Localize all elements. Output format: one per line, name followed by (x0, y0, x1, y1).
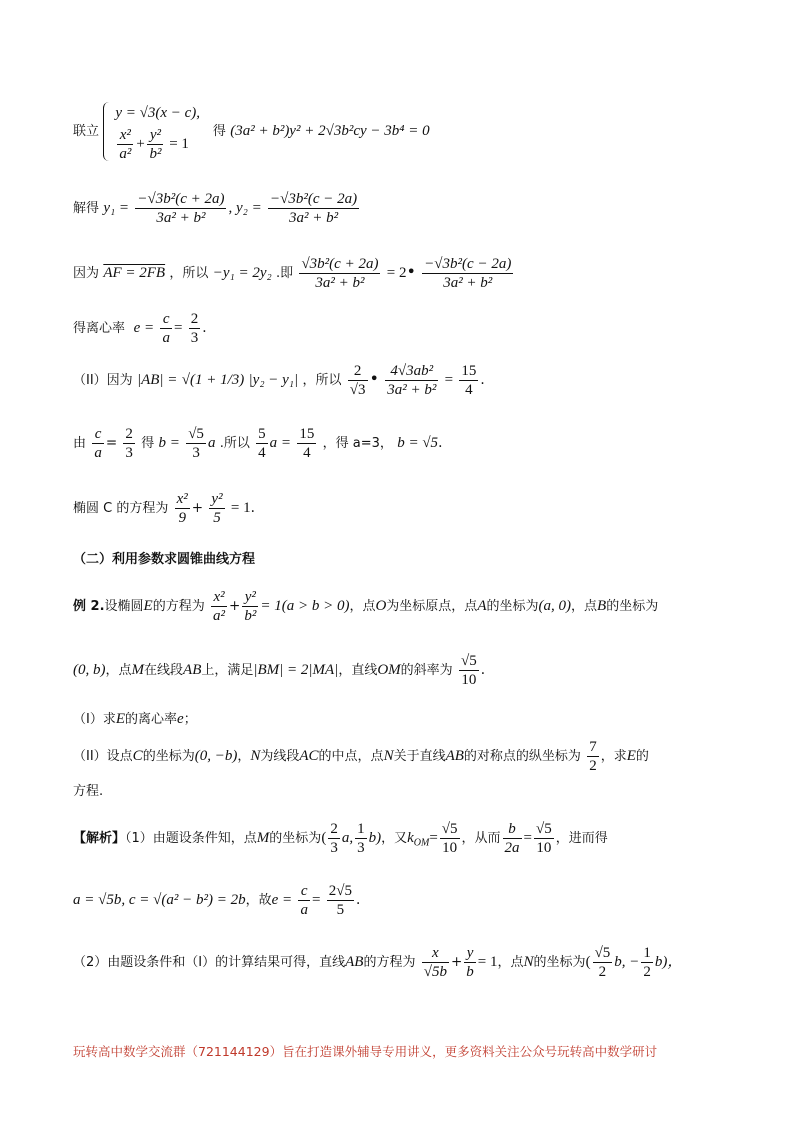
var: AB (345, 954, 364, 970)
frac-c: c (160, 310, 172, 329)
coord: (a, 0) (538, 598, 571, 614)
var: M (131, 662, 145, 678)
text-yinwei: 因为 (73, 266, 100, 281)
var-a: a (207, 435, 216, 451)
var: N (250, 748, 261, 764)
var: M (256, 830, 270, 846)
text: ，进而得 (555, 831, 608, 846)
paren: ( (585, 954, 591, 970)
equals-one: = 1 (230, 500, 251, 516)
frac-den: 2a (504, 840, 520, 856)
vector-relation: AF = 2FB (103, 265, 166, 281)
text: 的对称点的纵坐标为 (463, 749, 581, 764)
frac-den: a² (119, 146, 132, 162)
var: a, (341, 830, 354, 846)
ab-length-line: （II）因为 |AB| = √(1 + 1/3) |y₂ − y₁| ，所以 $\frac{2}{√3}$ • $\frac{\text{4√3ab²}}{\text{3a² + b²}}$ = $\frac{15}{4}$ . (73, 363, 485, 398)
text: 的坐标为 (269, 831, 322, 846)
solution-label: 【解析】 (73, 831, 126, 846)
frac-den: 2 (643, 964, 651, 980)
frac-den: 2 (589, 758, 597, 774)
label-lianli: 联立 (73, 124, 100, 139)
y1-numerator: −√3b²(c + 2a) (137, 191, 225, 207)
var: b) (368, 830, 382, 846)
solve-a-line: 由 $\frac{c}{a}$ = $\frac{2}{3}$ 得 b = $\frac{√5}{3}$ a .所以 $\frac{5}{4}$ a = $\frac{15}{4}$ ，得 a=3， b = √5. (73, 426, 443, 461)
frac-den: 3 (357, 840, 365, 856)
frac-den: √3 (349, 382, 366, 398)
frac-num: 15 (299, 426, 315, 442)
text: 为线段 (260, 749, 300, 764)
y1-denominator: 3a² + b² (156, 210, 206, 226)
var: E (115, 711, 126, 727)
text: 设椭圆 (104, 599, 144, 614)
text: ，点 (497, 955, 524, 970)
text: 的坐标为 (533, 955, 586, 970)
frac-num: 4√3ab² (385, 362, 438, 381)
frac-den: 4 (303, 445, 311, 461)
frac-den: 9 (178, 510, 186, 526)
text-de: 得 (141, 436, 155, 451)
y-relation: −y₁ = 2y₂ (212, 265, 272, 281)
text: 在线段 (144, 663, 184, 678)
equals: = (311, 892, 321, 908)
section-heading: （二）利用参数求圆锥曲线方程 (73, 552, 256, 567)
equation-system: y = √3(x − c), $\frac{\text{x²}}{\text{a²}}$ + $\frac{\text{y²}}{\text{b²}}$ = 1 (103, 100, 200, 163)
e-label: e = (271, 892, 293, 908)
text: 的斜率为 (400, 663, 453, 678)
text: 的方程为 (152, 599, 205, 614)
var: E (626, 748, 636, 764)
text: ，点 (349, 599, 376, 614)
var: C (132, 748, 143, 764)
text: 的中点，点 (318, 749, 384, 764)
equals: = (444, 372, 454, 388)
text: 的坐标为 (606, 599, 659, 614)
subscript: OM (413, 837, 430, 849)
var: N (383, 748, 394, 764)
system-line (73, 100, 430, 163)
question-2-end: 方程. (73, 784, 104, 799)
frac-num: √5 (594, 945, 611, 961)
eccentricity-line: 得离心率 e = $\frac{c}{a}$ = $\frac{2}{3}$ . (73, 311, 207, 346)
text: （II）设点 (73, 749, 133, 764)
frac-den: 10 (536, 840, 552, 856)
frac-den: 10 (461, 672, 477, 688)
frac-den: √5b (423, 964, 447, 980)
text-suoyi-3: .所以 (219, 436, 250, 451)
var: OM (377, 662, 401, 678)
text: ，点 (105, 663, 132, 678)
frac-den: 4 (465, 382, 473, 398)
ellipse-equation-line: 椭圆 C 的方程为 $\frac{\text{x²}}{9}$ + $\frac{\text{y²}}{5}$ = 1. (73, 491, 255, 526)
var: e (177, 711, 184, 727)
frac-den: a (300, 902, 308, 918)
text-ji: .即 (276, 266, 294, 281)
text-suoyi: ，所以 (169, 266, 209, 281)
frac-num: 2 (125, 426, 133, 442)
frac-2: 2 (190, 311, 199, 327)
frac-num: √5 (460, 653, 477, 669)
frac-num: √5 (441, 821, 458, 837)
example-line-2: (0, b)，点M在线段AB上，满足|BM| = 2|MA|，直线OM的斜率为 $\frac{√5}{10}$ . (73, 653, 485, 688)
paren: ( (321, 830, 327, 846)
text: （I）求 (73, 712, 116, 727)
text-ellipse-c: 椭圆 C 的方程为 (73, 501, 169, 516)
example-line-1: 例 2.设椭圆E的方程为 $\frac{\text{x²}}{\text{a²}}$ + $\frac{\text{y²}}{\text{b²}}$ = 1(a > b > 0)，点O为坐标原点，点A的坐标为(a, 0)，点B的坐标为 (73, 589, 659, 624)
frac-num: c (92, 425, 104, 444)
var: N (523, 954, 534, 970)
frac-den: 3a² + b² (387, 382, 437, 398)
frac-num: y (464, 944, 476, 963)
equation-rhs: = 1 (169, 135, 189, 152)
frac-num: √5 (188, 426, 204, 442)
text: 的坐标为 (142, 749, 195, 764)
quadratic-result: (3a² + b²)y² + 2√3b²cy − 3b⁴ = 0 (230, 123, 430, 139)
text: ，又 (381, 831, 408, 846)
a-equals: a = (269, 435, 292, 451)
text: ，直线 (338, 663, 378, 678)
example-label: 例 2. (73, 599, 105, 614)
frac-den: 4 (258, 445, 266, 461)
coord: (0, b) (73, 662, 106, 678)
text: 上，满足 (201, 663, 254, 678)
frac-denominator-1: 3a² + b² (315, 275, 365, 291)
frac-num: x (422, 944, 449, 963)
y2-label: , y₂ = (228, 200, 262, 216)
frac-den: 10 (442, 840, 458, 856)
ab-label: |AB| = (136, 372, 178, 388)
var: A (477, 598, 487, 614)
frac-den: 3 (330, 840, 338, 856)
y2-denominator: 3a² + b² (289, 210, 339, 226)
solution-line-1 (73, 820, 608, 857)
text: ，从而 (461, 831, 501, 846)
text: ，故 (245, 893, 272, 908)
frac-num: √5 (536, 821, 552, 837)
solution-line-2: a = √5b, c = √(a² − b²) = 2b，故e = $\frac{c}{a}$ = $\frac{2√5}{5}$ . (73, 883, 361, 918)
frac-num: 1 (357, 821, 365, 837)
text: ，点 (571, 599, 598, 614)
equals: = (173, 320, 183, 336)
frac-num: c (298, 882, 310, 901)
frac-den: 5 (213, 510, 221, 526)
frac-num: x² (176, 491, 188, 507)
ellipse-condition: = 1(a > b > 0) (260, 598, 350, 614)
var: k (407, 830, 414, 846)
var: B (597, 598, 607, 614)
frac-a: a (162, 330, 170, 346)
frac-num: 1 (643, 945, 651, 961)
frac-den: 3 (192, 445, 200, 461)
label-jiede: 解得 (73, 201, 100, 216)
text: ； (183, 712, 197, 727)
frac-den: a (94, 445, 102, 461)
text: 为坐标原点，点 (386, 599, 478, 614)
equation-line: y = √3(x − c), (115, 105, 201, 121)
frac-num: y² (211, 491, 223, 507)
text: 的方程为 (363, 955, 416, 970)
frac-num: 2 (348, 362, 368, 381)
var: AB (445, 748, 464, 764)
frac-num: 7 (589, 739, 597, 755)
question-1 (73, 708, 197, 728)
equals: = (429, 830, 438, 846)
text: （2）由题设条件和（I）的计算结果可得，直线 (73, 955, 346, 970)
text-de: 得 (212, 124, 226, 139)
text-result-a: ，得 a=3， (322, 436, 393, 451)
text-you: 由 (73, 436, 87, 451)
var: O (375, 598, 387, 614)
sqrt-term: √(1 + 1/3) (181, 372, 245, 388)
text: 关于直线 (393, 749, 446, 764)
var: AB (183, 662, 202, 678)
text: （1）由题设条件知，点 (125, 831, 257, 846)
frac-3: 3 (190, 330, 199, 346)
text-suoyi-2: ，所以 (302, 373, 342, 388)
text: 的 (635, 749, 649, 764)
var: b, − (614, 954, 640, 970)
solution-line-3: （2）由题设条件和（I）的计算结果可得，直线AB的方程为 $\frac{x}{√5b}$ + $\frac{y}{b}$ = 1，点N的坐标为( $\frac{√5}{2}$ b, − $\frac{1}{2}$ b)， (73, 945, 683, 980)
footer-banner: 玩转高中数学交流群（721144129）旨在打造课外辅导专用讲义，更多资料关注公众号玩转高中数学研讨 (73, 1044, 658, 1059)
frac-num: 5 (258, 426, 266, 442)
frac-denominator-2: 3a² + b² (443, 275, 493, 291)
equals: = (523, 830, 532, 846)
condition: |BM| = 2|MA| (253, 662, 339, 678)
frac-numerator-2: −√3b²(c − 2a) (424, 256, 512, 272)
text-part-ii: （II）因为 (73, 373, 133, 388)
coord: (0, −b) (194, 748, 238, 764)
frac-den: b (466, 964, 474, 980)
text: ，求 (600, 749, 627, 764)
relation: a = √5b, c = √(a² − b²) = 2b (73, 892, 246, 908)
frac-den: 2 (598, 964, 607, 980)
frac-num: 2√5 (328, 883, 352, 899)
frac-num: b (503, 820, 522, 839)
frac-num: 2 (330, 821, 338, 837)
text: 的坐标为 (486, 599, 539, 614)
text: ， (237, 749, 251, 764)
b-value: b = √5 (397, 435, 439, 451)
frac-den: 5 (336, 902, 345, 918)
question-2 (73, 738, 649, 775)
var: AC (299, 748, 319, 764)
e-label: e = (133, 320, 155, 336)
y1-label: y₁ = (103, 200, 130, 216)
var: E (143, 598, 153, 614)
equals-two: = 2 (386, 265, 407, 281)
text: 的离心率 (125, 712, 178, 727)
text-eccentricity: 得离心率 (73, 321, 126, 336)
frac-num: x² (117, 126, 133, 145)
frac-den: 3 (125, 445, 133, 461)
b-label: b = (158, 435, 180, 451)
equals-one: = 1 (477, 954, 498, 970)
solution-y-line (73, 190, 361, 227)
y2-numerator: −√3b²(c − 2a) (270, 191, 358, 207)
var: b)， (654, 954, 683, 970)
y-diff: |y₂ − y₁| (248, 372, 299, 388)
vector-relation-line: 因为 AF = 2FB ，所以 −y₁ = 2y₂ .即 $\frac{\text{√3b²(c + 2a)}}{\text{3a² + b²}}$ = 2• $\frac{\text{−√3b²(c − 2a)}}{\text{3a² + b²}}$ (73, 256, 512, 291)
frac-numerator-1: √3b²(c + 2a) (301, 256, 379, 272)
frac-num: 15 (461, 363, 477, 379)
